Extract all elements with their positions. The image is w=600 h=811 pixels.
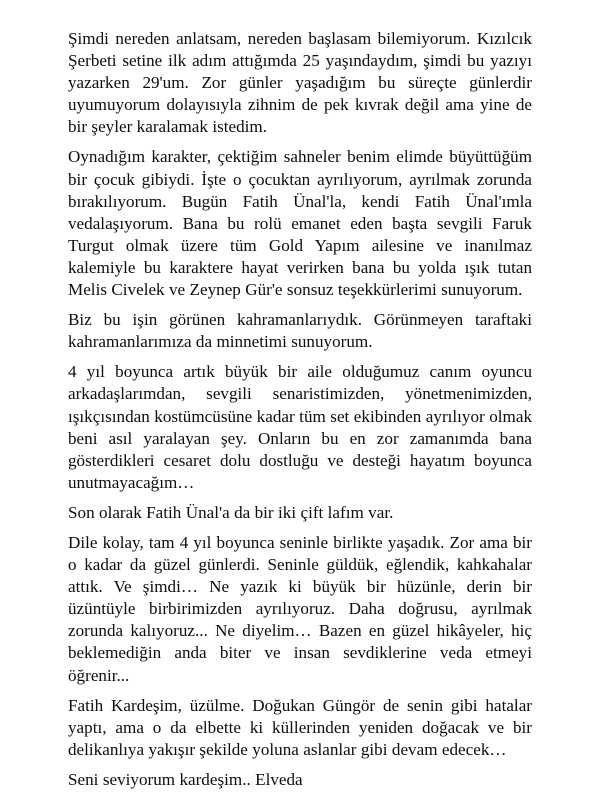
paragraph-2: Oynadığım karakter, çektiğim sahneler benim elimde büyüttüğüm bir çocuk gibiydi. İşte o çocuktan ayrılıyorum, ayrılmak zorunda bırakılıyorum. Bugün Fatih Ünal'la, kendi Fatih Ünal'ımla vedalaşıyorum. Bana bu rolü emanet eden başta sevgili Faruk Turgut olmak üzere tüm Gold Yapım ailesine ve inanılmaz kalemiyle bu karaktere hayat verirken bana bu yolda ışık tutan Melis Civelek ve Zeynep Gür'e sonsuz teşekkürlerimi sunuyorum. <box>68 147 532 300</box>
paragraph-7: Fatih Kardeşim, üzülme. Doğukan Güngör de senin gibi hatalar yaptı, ama o da elbette ki küllerinden yeniden doğacak ve bir delikanlıya yakışır şekilde yoluna aslanlar gibi devam edecek… <box>68 695 532 759</box>
paragraph-1: Şimdi nereden anlatsam, nereden başlasam bilemiyorum. Kızılcık Şerbeti setine ilk adım attığımda 25 yaşındaydım, şimdi bu yazıyı yazarken 29'um. Zor günler yaşadığım bu süreçte günlerdir uyumuyorum dolayısıyla zihnim de pek kıvrak değil ama yine de bir şeyler karalamak istedim. <box>68 29 532 137</box>
paragraph-6: Dile kolay, tam 4 yıl boyunca seninle birlikte yaşadık. Zor ama bir o kadar da güzel günlerdi. Seninle güldük, eğlendik, kahkahalar attık. Ve şimdi… Ne yazık ki büyük bir hüzünle, derin bir üzüntüyle birbirimizden ayrılıyoruz. Daha doğrusu, ayrılmak zorunda kalıyoruz... Ne diyelim… Bazen en güzel hikâyeler, hiç beklemediğin anda biter ve insan sevdiklerine veda etmeyi öğrenir... <box>68 532 532 685</box>
paragraph-8-closing: Seni seviyorum kardeşim.. Elveda <box>68 769 303 789</box>
paragraph-3: Biz bu işin görünen kahramanlarıydık. Görünmeyen taraftaki kahramanlarımıza da minnetimi sunuyorum. <box>68 310 532 352</box>
document-body <box>68 28 532 791</box>
paragraph-5: Son olarak Fatih Ünal'a da bir iki çift lafım var. <box>68 502 394 522</box>
paragraph-4: 4 yıl boyunca artık büyük bir aile olduğumuz canım oyuncu arkadaşlarımdan, sevgili senaristimizden, yönetmenimizden, ışıkçısından kostümcüsüne kadar tüm set ekibinden ayrılıyor olmak beni asıl yaralayan şey. Onların bu en zor zamanımda bana gösterdikleri cesaret dolu dostluğu ve desteği hayatım boyunca unutmayacağım… <box>68 362 532 492</box>
